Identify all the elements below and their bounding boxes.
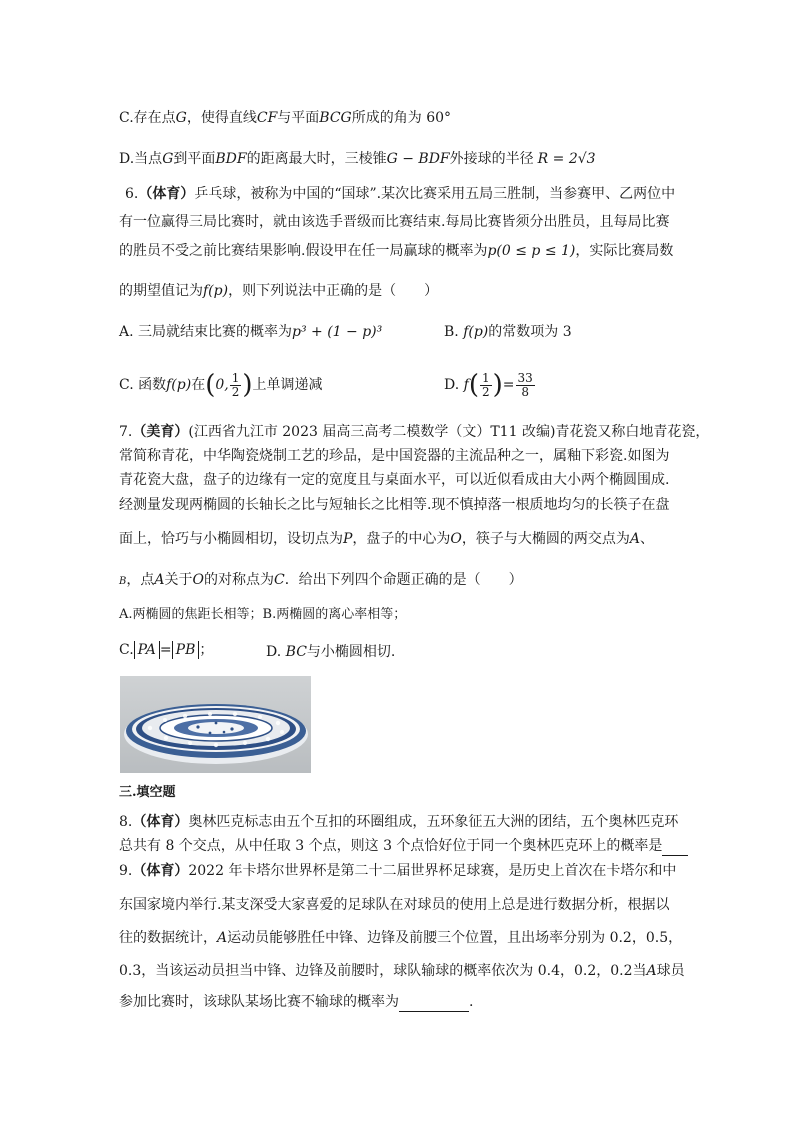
q6-line2: 有一位赢得三局比赛时，就由该选手晋级而比赛结束.每局比赛皆须分出胜员，且每局比赛 [119, 214, 670, 230]
q7-line5: 面上，恰巧与小椭圆相切，设切点为P，盘子的中心为O，筷子与大椭圆的两交点为A、 [119, 531, 655, 547]
blue-white-porcelain-plate-image [120, 676, 311, 773]
q9-answer-blank[interactable] [399, 993, 469, 1012]
q8-tag: （体育） [132, 814, 189, 830]
q6-tag: （体育） [138, 186, 195, 202]
q9-line2: 东国家境内举行.某支深受大家喜爱的足球队在对球员的使用上总是进行数据分析，根据以 [119, 897, 670, 913]
q6-d-result-fraction: $\frac{33}{8}$ [517, 370, 533, 399]
q7-line6: B，点A关于O的对称点为C．给出下列四个命题正确的是（ ） [119, 572, 523, 588]
q9-line3: 往的数据统计，A运动员能够胜任中锋、边锋及前腰三个位置，且出场率分别为 0.2，0.5， [119, 930, 683, 946]
q9-line4: 0.3，当该运动员担当中锋、边锋及前腰时，球队输球的概率依次为 0.4，0.2，0.2当A球员 [119, 963, 685, 979]
q7-tag: （美育） [132, 424, 189, 440]
q7-line4: 经测量发现两椭圆的长轴长之比与短轴长之比相等.现不慎掉落一根质地均匀的长筷子在盘 [119, 497, 670, 513]
q7-options-ab: A.两椭圆的焦距长相等；B.两椭圆的离心率相等； [119, 607, 407, 622]
q7-option-d: D. BC与小椭圆相切. [266, 644, 396, 660]
q6-line4: 的期望值记为f(p)，则下列说法中正确的是（ ） [119, 283, 439, 299]
q7-option-c: C. PA = PB ； [119, 642, 214, 658]
q6-line1: 6.（体育）乒乓球，被称为中国的“国球”.某次比赛采用五局三胜制，当参赛甲、乙两位中 [125, 186, 676, 202]
q6-line3: 的胜员不受之前比赛结果影响.假设甲在任一局赢球的概率为p(0 ≤ p ≤ 1)，实际比赛局数 [119, 243, 674, 259]
q9-line5: 参加比赛时，该球队某场比赛不输球的概率为 . [119, 994, 474, 1010]
q9-line1: 9.（体育）2022 年卡塔尔世界杯是第二十二届世界杯足球赛，是历史上首次在卡塔尔和中 [119, 863, 677, 879]
q7-line1: 7.（美育）(江西省九江市 2023 届高三高考二模数学（文）T11 改编)青花瓷又称白地青花瓷， [119, 424, 710, 440]
q5-option-c: C.存在点G，使得直线CF与平面BCG所成的角为 60° [119, 110, 452, 126]
q6-option-a: A. 三局就结束比赛的概率为p³ + (1 − p)³ [119, 324, 383, 340]
q6-option-c: C. 函数f(p)在(0, $\frac{1}{2}$ )上单调递减 [119, 370, 323, 400]
q8-line2: 总共有 8 个交点，从中任取 3 个点，则这 3 个点恰好位于同一个奥林匹克环上的概率是 [119, 837, 688, 856]
section-heading-fill-in: 三.填空题 [119, 785, 176, 800]
q5-option-d: D.当点G到平面BDF的距离最大时，三棱锥G − BDF外接球的半径 R = 2√3 [119, 151, 596, 167]
q8-line1: 8.（体育）奥林匹克标志由五个互扣的环圈组成，五环象征五大洲的团结，五个奥林匹克环 [119, 814, 679, 830]
q6-d-fraction: $\frac{1}{2}$ [481, 370, 490, 399]
q6-option-b: B. f(p)的常数项为 3 [444, 324, 572, 340]
q7-line2: 常简称青花，中华陶瓷烧制工艺的珍品，是中国瓷器的主流品种之一，属釉下彩瓷.如图为 [119, 448, 670, 464]
q9-tag: （体育） [132, 863, 189, 879]
q6-c-fraction: $\frac{1}{2}$ [231, 370, 240, 399]
q8-answer-blank[interactable] [662, 837, 688, 856]
q6-option-d: D. f( $\frac{1}{2}$ )= $\frac{33}{8}$ [444, 370, 533, 400]
q7-line3: 青花瓷大盘，盘子的边缘有一定的宽度且与桌面水平，可以近似看成由大小两个椭圆围成. [119, 472, 670, 488]
